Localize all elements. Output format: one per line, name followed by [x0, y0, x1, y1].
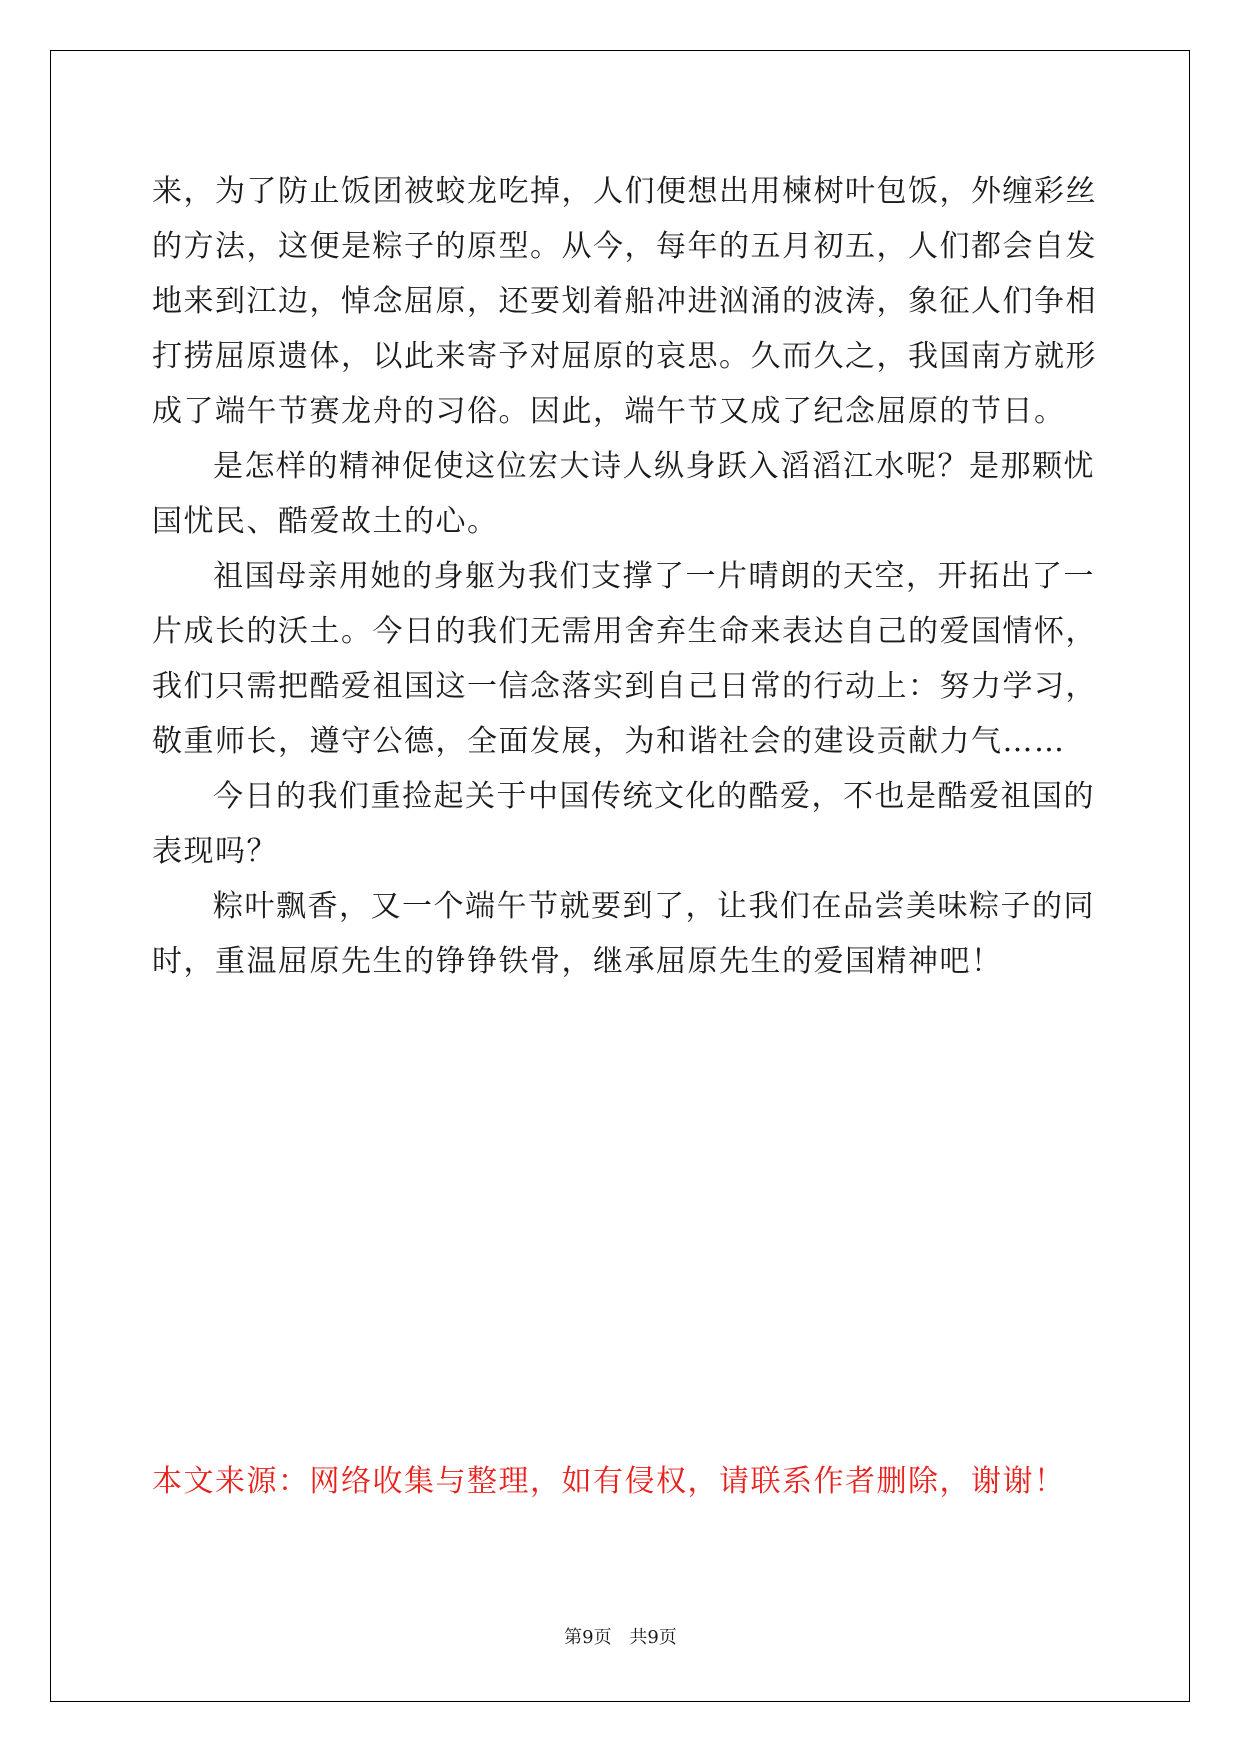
- body-text-line: 表现吗？: [152, 834, 278, 869]
- body-text-line: 祖国母亲用她的身躯为我们支撑了一片晴朗的天空，开拓出了一: [213, 559, 1095, 594]
- body-text-line: 地来到江边，悼念屈原，还要划着船冲进汹涌的波涛，象征人们争相: [152, 284, 1097, 319]
- body-text-line: 片成长的沃土。今日的我们无需用舍弃生命来表达自己的爱国情怀，: [152, 614, 1097, 649]
- body-text-line: 我们只需把酷爱祖国这一信念落实到自己日常的行动上：努力学习，: [152, 669, 1097, 704]
- page-footer: 第9页 共9页: [564, 1627, 677, 1648]
- body-text-line: 的方法，这便是粽子的原型。从今，每年的五月初五，人们都会自发: [152, 229, 1097, 264]
- body-text-line: 国忧民、酷爱故土的心。: [152, 504, 499, 539]
- body-text-line: 打捞屈原遗体，以此来寄予对屈原的哀思。久而久之，我国南方就形: [152, 339, 1097, 374]
- body-text-line: 时，重温屈原先生的铮铮铁骨，继承屈原先生的爱国精神吧！: [152, 944, 1003, 979]
- body-text-line: 来，为了防止饭团被蛟龙吃掉，人们便想出用楝树叶包饭，外缠彩丝: [152, 174, 1097, 209]
- source-note: 本文来源：网络收集与整理，如有侵权，请联系作者删除，谢谢！: [152, 1464, 1066, 1499]
- body-text-line: 今日的我们重捡起关于中国传统文化的酷爱，不也是酷爱祖国的: [213, 779, 1095, 814]
- body-text-line: 粽叶飘香，又一个端午节就要到了，让我们在品尝美味粽子的同: [213, 889, 1095, 924]
- body-text-line: 成了端午节赛龙舟的习俗。因此，端午节又成了纪念屈原的节日。: [152, 394, 1066, 429]
- body-text-line: 是怎样的精神促使这位宏大诗人纵身跃入滔滔江水呢？是那颗忧: [213, 449, 1095, 484]
- body-text-line: 敬重师长，遵守公德，全面发展，为和谐社会的建设贡献力气……: [152, 724, 1066, 759]
